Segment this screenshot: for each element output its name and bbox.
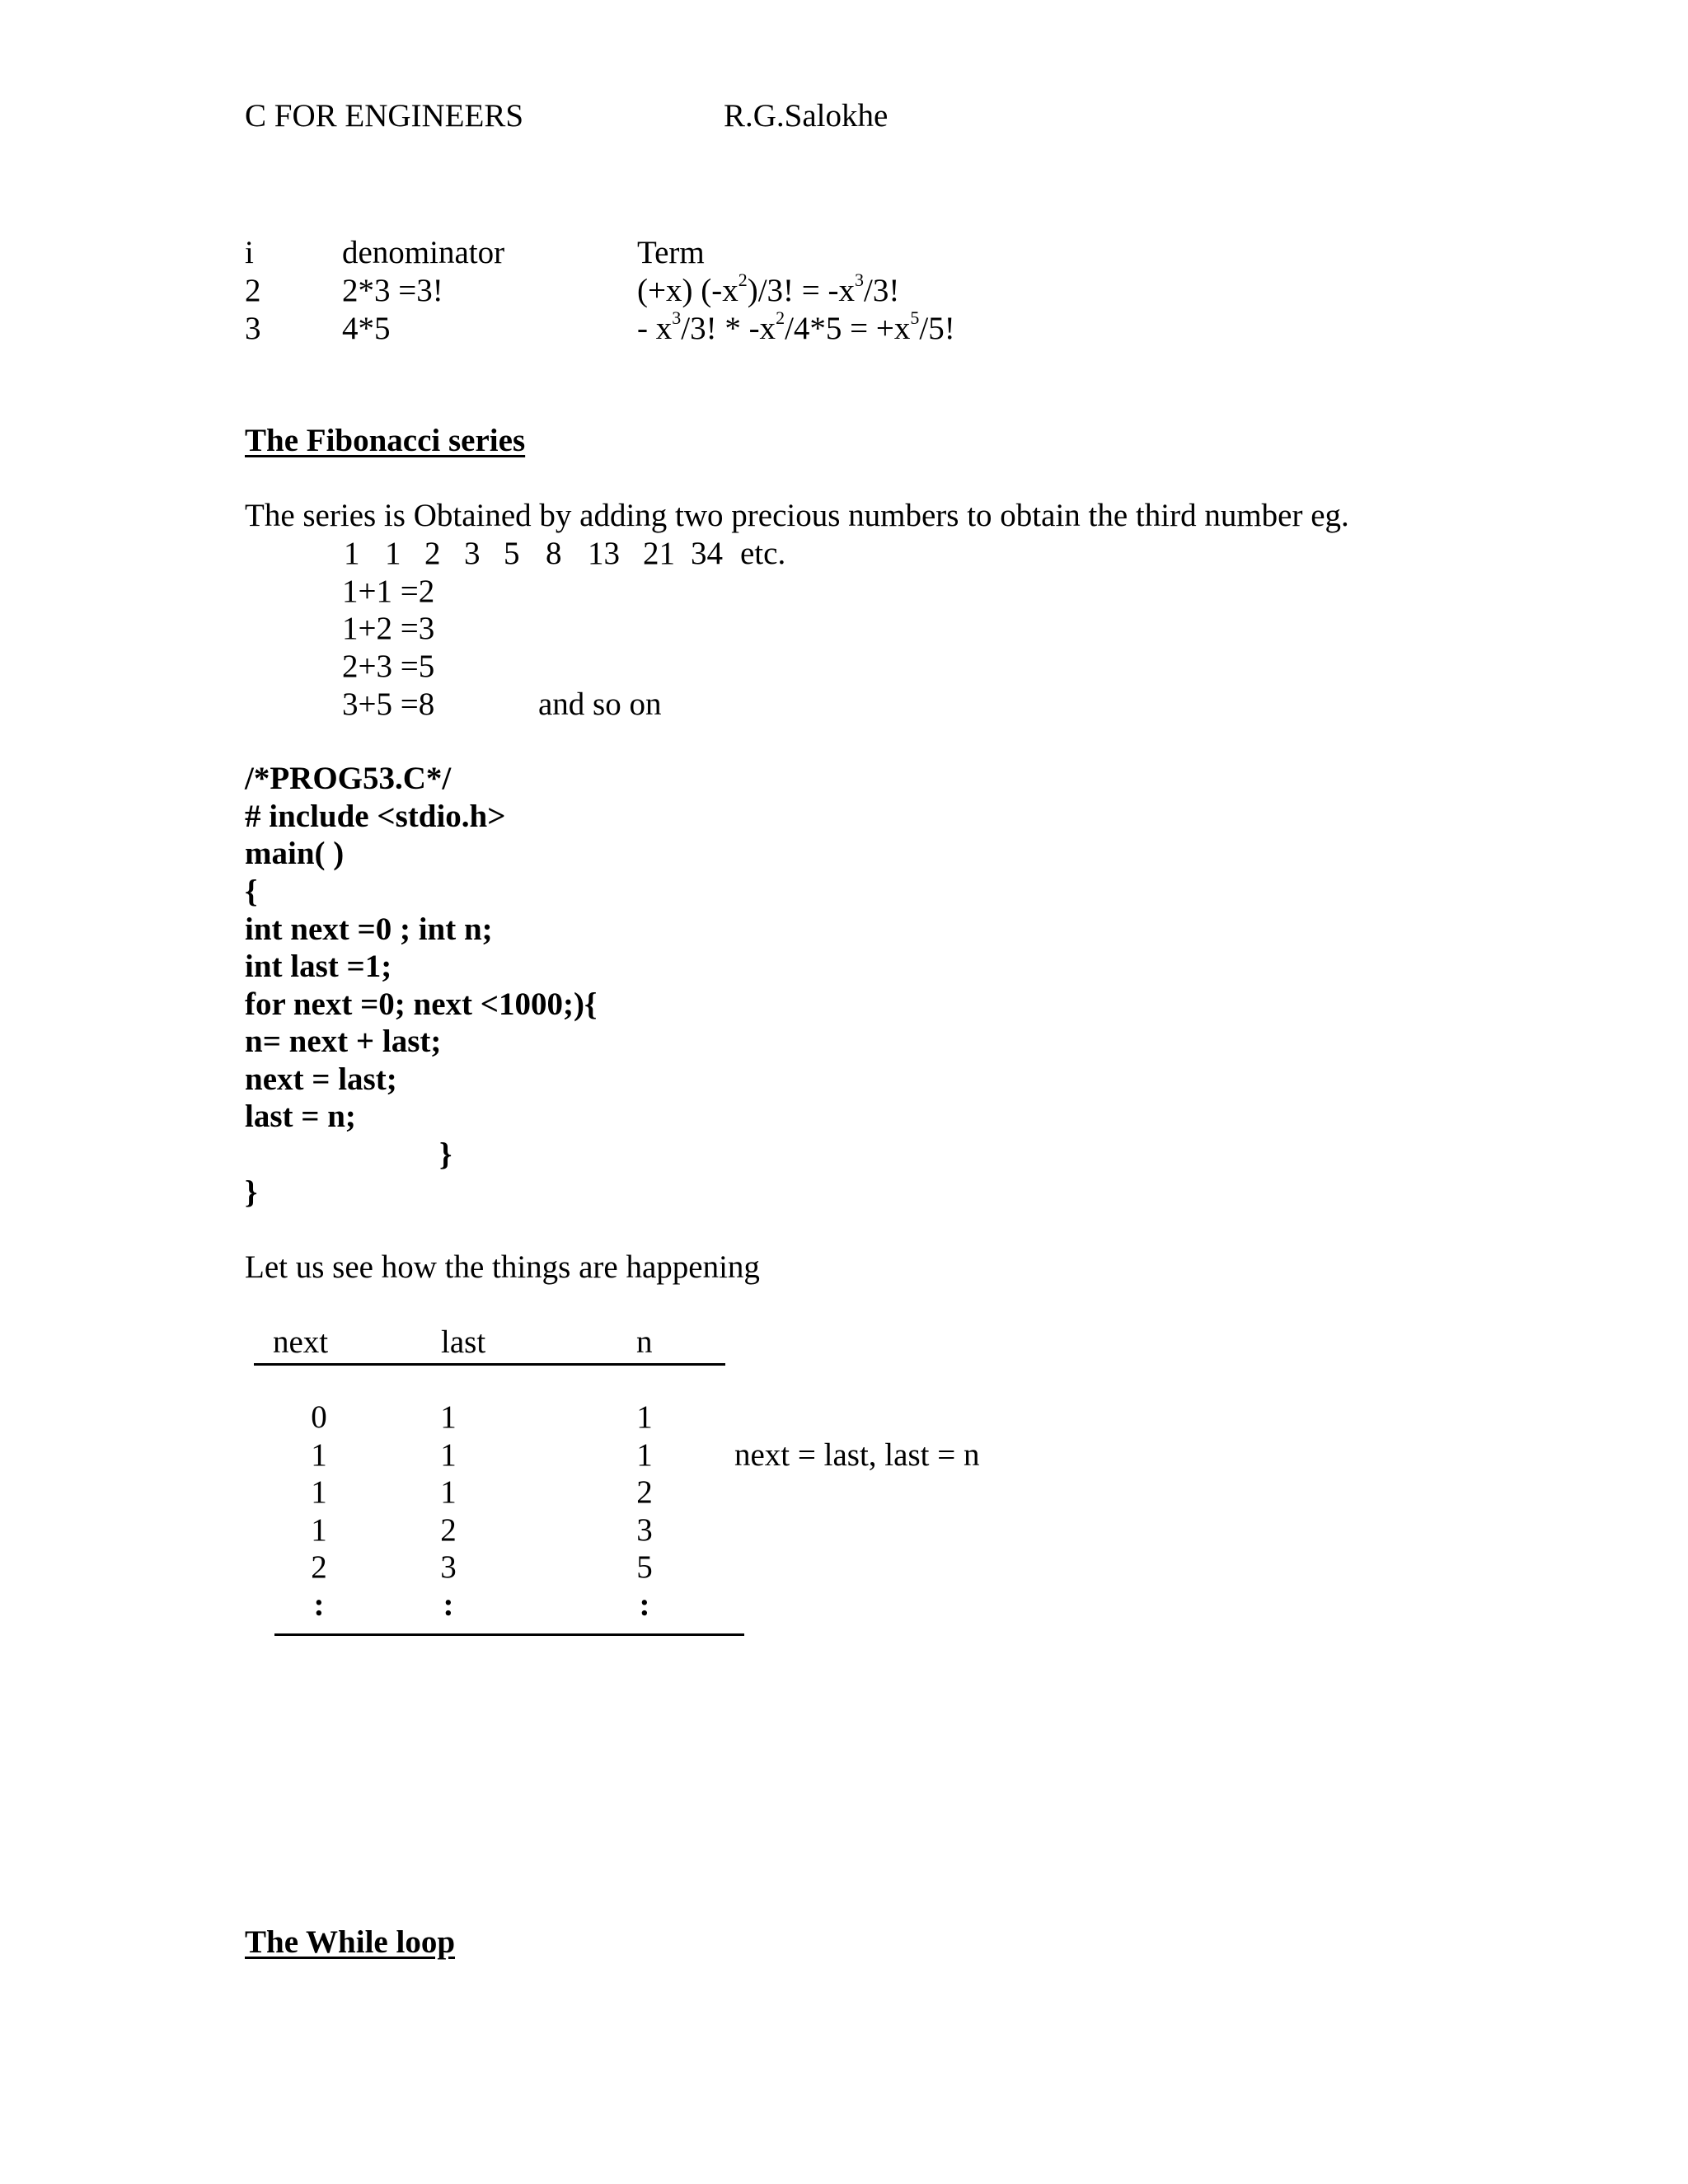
trace-cell: : — [443, 1587, 454, 1623]
trace-cell: 2 — [311, 1549, 327, 1585]
trace-cell: 2 — [440, 1512, 457, 1548]
series-term: 34 — [691, 536, 723, 571]
code-line: main( ) — [245, 836, 345, 871]
sum-line: 1+2 =3 — [342, 611, 435, 646]
code-line: n= next + last; — [245, 1024, 442, 1059]
trace-cell: 1 — [440, 1437, 457, 1473]
trace-cell: 5 — [636, 1549, 653, 1585]
trace-cell: : — [639, 1587, 650, 1623]
code-line: int last =1; — [245, 949, 392, 984]
code-line: { — [245, 874, 258, 909]
code-line: next = last; — [245, 1062, 397, 1097]
series-term: 21 — [643, 536, 675, 571]
header-left: C FOR ENGINEERS — [245, 98, 524, 134]
trace-cell: 1 — [440, 1474, 457, 1510]
trace-intro: Let us see how the things are happening — [245, 1249, 760, 1285]
sine-table-header-term: Term — [637, 235, 705, 270]
trace-header-rule — [254, 1363, 725, 1366]
trace-cell: 3 — [636, 1512, 653, 1548]
trace-header-last: last — [441, 1324, 486, 1360]
trace-cell: 2 — [636, 1474, 653, 1510]
trace-bottom-rule — [274, 1633, 744, 1636]
trace-cell: 1 — [636, 1437, 653, 1473]
sine-table-header-denominator: denominator — [342, 235, 505, 270]
fibonacci-heading: The Fibonacci series — [245, 423, 526, 458]
and-so-on: and so on — [538, 687, 662, 722]
series-term: 13 — [588, 536, 620, 571]
code-line: last = n; — [245, 1099, 356, 1134]
series-term: 3 — [464, 536, 481, 571]
trace-cell: 1 — [311, 1474, 327, 1510]
series-term: etc. — [740, 536, 786, 571]
trace-cell: : — [313, 1587, 325, 1623]
sine-row-1-denominator: 2*3 =3! — [342, 273, 443, 308]
trace-cell: 1 — [311, 1512, 327, 1548]
fibonacci-intro: The series is Obtained by adding two precious numbers to obtain the third number eg. — [245, 498, 1349, 533]
series-term: 1 — [385, 536, 401, 571]
series-term: 2 — [424, 536, 441, 571]
sine-row-2-i: 3 — [245, 311, 261, 346]
sine-row-2-denominator: 4*5 — [342, 311, 391, 346]
sine-row-1-term: (+x) $(-x^2)/3$! = $-x^3/3$! — [637, 269, 900, 308]
code-inner-close: } — [439, 1137, 452, 1172]
series-term: 1 — [344, 536, 360, 571]
trace-cell: 1 — [440, 1399, 457, 1435]
sum-line: 3+5 =8 — [342, 687, 435, 722]
trace-cell: 1 — [636, 1399, 653, 1435]
sum-line: 1+1 =2 — [342, 574, 435, 609]
while-heading: The While loop — [245, 1924, 456, 1960]
sine-row-2-term: - $x^3/3$! * $-x^2/4*5 = +x^5/5$! — [637, 307, 955, 346]
header-right: R.G.Salokhe — [724, 98, 889, 134]
code-line: # include <stdio.h> — [245, 799, 506, 834]
code-line: int next =0 ; int n; — [245, 912, 493, 947]
code-line: /*PROG53.C*/ — [245, 761, 452, 796]
trace-note: next = last, last = n — [734, 1437, 980, 1473]
trace-header-next: next — [273, 1324, 329, 1360]
sum-line: 2+3 =5 — [342, 649, 435, 684]
sine-row-1-i: 2 — [245, 273, 261, 308]
trace-cell: 1 — [311, 1437, 327, 1473]
code-outer-close: } — [245, 1174, 258, 1210]
series-term: 8 — [546, 536, 562, 571]
trace-cell: 0 — [311, 1399, 327, 1435]
code-line: for next =0; next <1000;){ — [245, 987, 598, 1022]
sine-table-header-i: i — [245, 235, 254, 270]
trace-cell: 3 — [440, 1549, 457, 1585]
series-term: 5 — [504, 536, 520, 571]
trace-header-n: n — [636, 1324, 653, 1360]
